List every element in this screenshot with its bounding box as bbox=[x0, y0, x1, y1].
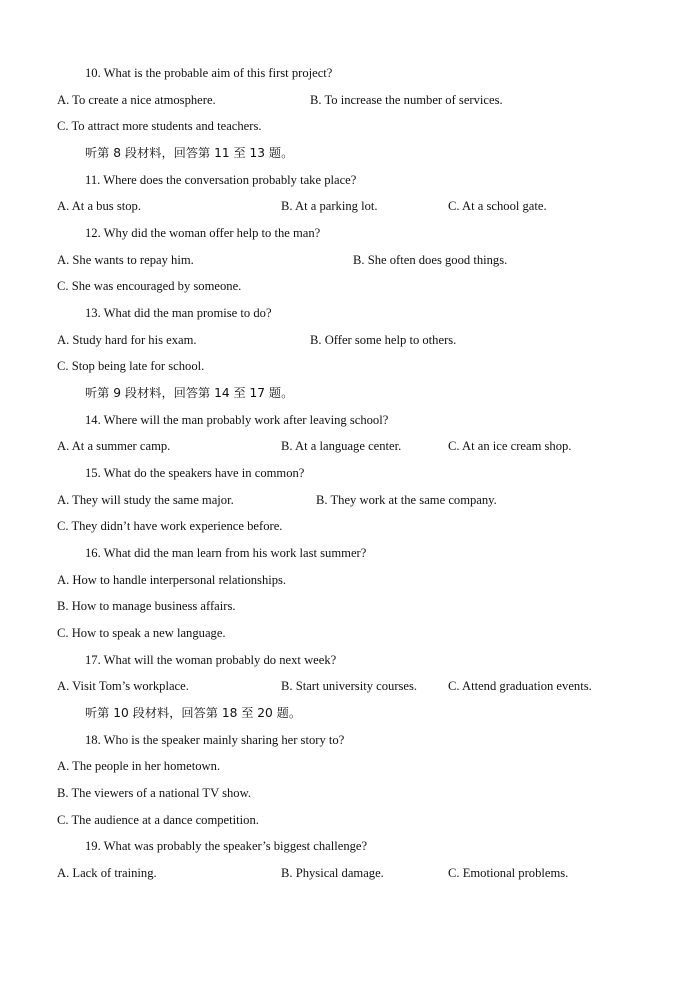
section-instruction bbox=[0, 384, 696, 402]
option-b: B. Physical damage. bbox=[281, 866, 384, 880]
option-a: A. The people in her hometown. bbox=[57, 759, 221, 773]
question-text: 13. What did the man promise to do? bbox=[85, 306, 272, 320]
option-b: B. The viewers of a national TV show. bbox=[57, 786, 252, 800]
option-b: B. Offer some help to others. bbox=[310, 333, 457, 347]
option-a: A. At a summer camp. bbox=[57, 439, 171, 453]
option-b: B. She often does good things. bbox=[353, 253, 508, 267]
option-a: A. Lack of training. bbox=[57, 866, 157, 880]
option-c: C. At an ice cream shop. bbox=[448, 439, 572, 453]
option-c: C. How to speak a new language. bbox=[57, 626, 226, 640]
options-row bbox=[0, 277, 696, 295]
option-a: A. How to handle interpersonal relationships. bbox=[57, 573, 287, 587]
question-19 bbox=[0, 837, 696, 855]
section-instruction bbox=[0, 704, 696, 722]
instruction-text: 听第 10 段材料，回答第 18 至 20 题。 bbox=[85, 706, 302, 720]
option-a: A. At a bus stop. bbox=[57, 199, 141, 213]
options-row bbox=[0, 757, 696, 775]
option-b: B. At a parking lot. bbox=[281, 199, 378, 213]
option-c: C. They didn’t have work experience before. bbox=[57, 519, 283, 533]
option-a: A. Study hard for his exam. bbox=[57, 333, 197, 347]
question-text: 11. Where does the conversation probably take place? bbox=[85, 173, 357, 187]
question-10 bbox=[0, 64, 696, 82]
options-row bbox=[0, 677, 696, 695]
option-b: B. How to manage business affairs. bbox=[57, 599, 236, 613]
question-13 bbox=[0, 304, 696, 322]
options-row bbox=[0, 251, 696, 269]
question-text: 15. What do the speakers have in common? bbox=[85, 466, 305, 480]
option-a: A. They will study the same major. bbox=[57, 493, 234, 507]
question-text: 14. Where will the man probably work after leaving school? bbox=[85, 413, 389, 427]
options-row bbox=[0, 517, 696, 535]
options-row bbox=[0, 784, 696, 802]
option-c: C. The audience at a dance competition. bbox=[57, 813, 259, 827]
question-text: 10. What is the probable aim of this first project? bbox=[85, 66, 333, 80]
question-17 bbox=[0, 651, 696, 669]
options-row bbox=[0, 331, 696, 349]
instruction-text: 听第 9 段材料，回答第 14 至 17 题。 bbox=[85, 386, 294, 400]
option-c: C. To attract more students and teachers. bbox=[57, 119, 262, 133]
option-c: C. Emotional problems. bbox=[448, 866, 569, 880]
question-text: 18. Who is the speaker mainly sharing her story to? bbox=[85, 733, 345, 747]
options-row bbox=[0, 437, 696, 455]
question-text: 19. What was probably the speaker’s biggest challenge? bbox=[85, 839, 368, 853]
option-b: B. Start university courses. bbox=[281, 679, 418, 693]
section-instruction bbox=[0, 144, 696, 162]
question-text: 12. Why did the woman offer help to the man? bbox=[85, 226, 321, 240]
question-14 bbox=[0, 411, 696, 429]
option-b: B. To increase the number of services. bbox=[310, 93, 503, 107]
option-a: A. To create a nice atmosphere. bbox=[57, 93, 216, 107]
option-a: A. Visit Tom’s workplace. bbox=[57, 679, 189, 693]
options-row bbox=[0, 91, 696, 109]
instruction-text: 听第 8 段材料，回答第 11 至 13 题。 bbox=[85, 146, 294, 160]
question-12 bbox=[0, 224, 696, 242]
options-row bbox=[0, 197, 696, 215]
question-15 bbox=[0, 464, 696, 482]
options-row bbox=[0, 864, 696, 882]
options-row bbox=[0, 597, 696, 615]
options-row bbox=[0, 491, 696, 509]
option-c: C. Attend graduation events. bbox=[448, 679, 592, 693]
question-11 bbox=[0, 171, 696, 189]
question-18 bbox=[0, 731, 696, 749]
option-b: B. At a language center. bbox=[281, 439, 402, 453]
options-row bbox=[0, 571, 696, 589]
option-b: B. They work at the same company. bbox=[316, 493, 497, 507]
question-text: 17. What will the woman probably do next week? bbox=[85, 653, 337, 667]
options-row bbox=[0, 811, 696, 829]
option-a: A. She wants to repay him. bbox=[57, 253, 194, 267]
question-16 bbox=[0, 544, 696, 562]
option-c: C. Stop being late for school. bbox=[57, 359, 205, 373]
question-text: 16. What did the man learn from his work last summer? bbox=[85, 546, 367, 560]
options-row bbox=[0, 357, 696, 375]
options-row bbox=[0, 624, 696, 642]
option-c: C. She was encouraged by someone. bbox=[57, 279, 242, 293]
option-c: C. At a school gate. bbox=[448, 199, 547, 213]
options-row bbox=[0, 117, 696, 135]
